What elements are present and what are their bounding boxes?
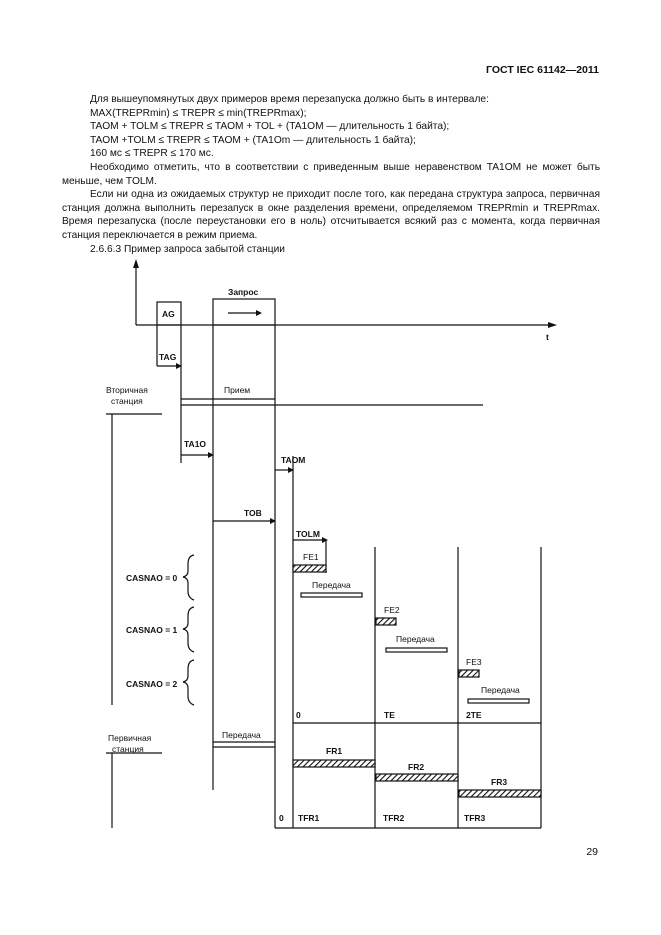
tfr3-label: TFR3 <box>464 813 486 823</box>
transmit-bar-2 <box>386 648 447 652</box>
fr1-block <box>293 760 375 767</box>
formula-4: 160 мс ≤ TREPR ≤ 170 мс. <box>90 148 214 160</box>
te2-label: 2TE <box>466 710 482 720</box>
fe2-label: FE2 <box>384 605 400 615</box>
brace-casnao-2 <box>183 660 194 705</box>
formula-1: MAX(TREPRmin) ≤ TREPR ≤ min(TREPRmax); <box>90 107 307 119</box>
brace-casnao-1 <box>183 607 194 652</box>
tfr2-label: TFR2 <box>383 813 405 823</box>
paragraph-note: Необходимо отметить, что в соответствии с приведенным выше неравенством TA1OM не может быть меньше, чем TOLM. <box>62 161 600 187</box>
te-label: TE <box>384 710 395 720</box>
ta1o-label: TA1O <box>184 439 207 449</box>
formula-3: TAOM +TOLM ≤ TREPR ≤ TAOM + (TA1Om — длительность 1 байта); <box>90 134 416 146</box>
fr3-label: FR3 <box>491 777 508 787</box>
formula-2: TAOM + TOLM ≤ TREPR ≤ TAOM + TOL + (TA1OM — длительность 1 байта); <box>90 121 450 133</box>
fe3-block <box>459 670 479 677</box>
primary-station-label-1: Первичная <box>108 733 152 743</box>
transmit-bar-1 <box>301 593 362 597</box>
fr2-block <box>376 774 458 781</box>
tolm-arrow-head <box>322 537 328 543</box>
time-axis-arrow <box>548 322 557 328</box>
tob-label: TOB <box>244 508 262 518</box>
transmit-label-3: Передача <box>481 685 520 695</box>
fe1-block <box>293 565 326 572</box>
tfr1-label: TFR1 <box>298 813 320 823</box>
t-axis-label: t <box>546 332 549 342</box>
primary-station-label-2: станция <box>112 744 144 754</box>
section-heading: 2.6.6.3 Пример запроса забытой станции <box>90 243 285 255</box>
casnao-1-label: CASNAO = 1 <box>126 625 178 635</box>
vertical-axis-arrow <box>133 259 139 268</box>
casnao-2-label: CASNAO = 2 <box>126 679 178 689</box>
te-zero-label: 0 <box>296 710 301 720</box>
transmit-label-1: Передача <box>312 580 351 590</box>
casnao-0-label: CASNAO = 0 <box>126 573 178 583</box>
ag-label: AG <box>162 309 175 319</box>
secondary-station-label-1: Вторичная <box>106 385 148 395</box>
brace-casnao-0 <box>183 555 194 600</box>
request-box <box>213 299 275 325</box>
receive-label: Прием <box>224 385 251 395</box>
fe2-block <box>376 618 396 625</box>
fe1-label: FE1 <box>303 552 319 562</box>
tolm-label: TOLM <box>296 529 320 539</box>
fr1-label: FR1 <box>326 746 343 756</box>
fe3-label: FE3 <box>466 657 482 667</box>
secondary-station-label-2: станция <box>111 396 143 406</box>
fr3-block <box>459 790 541 797</box>
tfr-zero-label: 0 <box>279 813 284 823</box>
transmit-label-primary: Передача <box>222 730 261 740</box>
tag-label: TAG <box>159 352 177 362</box>
document-header: ГОСТ IEC 61142—2011 <box>486 64 599 76</box>
paragraph-interval: Для вышеупомянутых двух примеров время перезапуска должно быть в интервале: <box>90 94 489 105</box>
request-arrow-head <box>256 310 262 316</box>
fr2-label: FR2 <box>408 762 425 772</box>
taom-label: TAOM <box>281 455 306 465</box>
page-number: 29 <box>586 846 598 858</box>
request-label: Запрос <box>228 287 259 297</box>
paragraph-restart: Если ни одна из ожидаемых структур не приходит после того, как передана структура запроса, первичная станция должна выполнить перезапуск в окне разделения времени, определяемом TREPRmin и TREPRmax. Время перезапуска (после переустановки его в ноль) отсчитывается всякий раз с момента, когда первичная станция переключается в режим приема. <box>62 189 600 241</box>
transmit-bar-3 <box>468 699 529 703</box>
transmit-label-2: Передача <box>396 634 435 644</box>
